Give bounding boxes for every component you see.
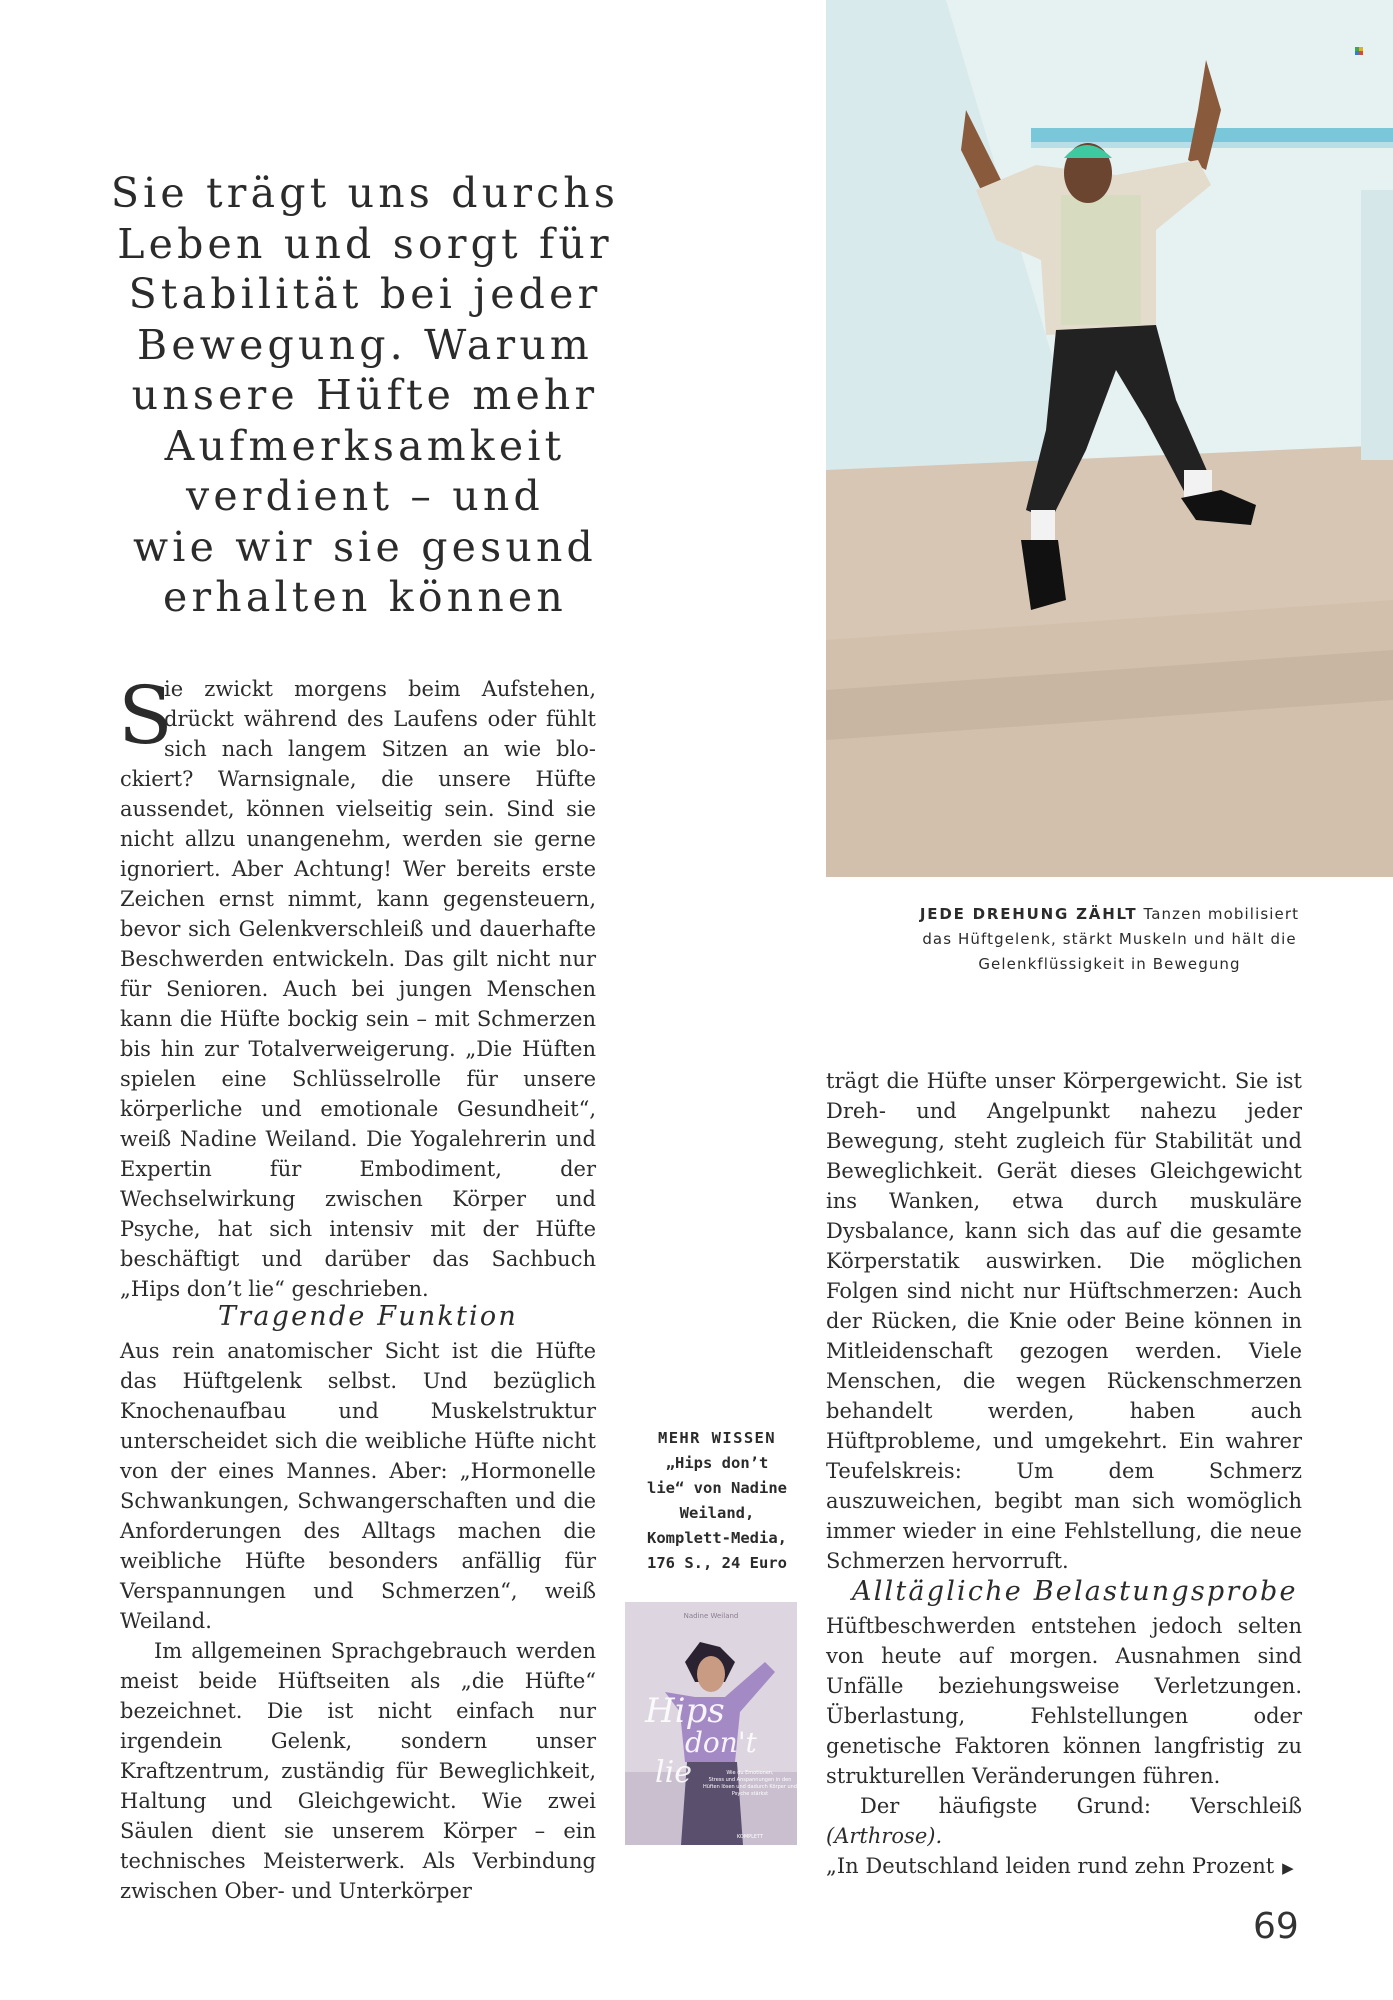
caption-line: Tanzen mobilisiert	[1143, 905, 1300, 923]
paragraph: Hüftbeschwerden entstehen jedoch selten von heute auf morgen. Ausnahmen sind Unfälle beziehungsweise Verletzungen. Überlastung, Fehlstellungen oder genetische Faktoren können langfristig zu strukturellen Veränderungen führen.	[826, 1614, 1302, 1788]
paragraph-text: Der häufigste Grund: Verschleiß	[860, 1794, 1302, 1818]
right-column-text	[826, 1066, 1302, 1576]
book-blurb: Stress und Anspannungen in den	[708, 1777, 792, 1783]
lede-text: ckiert? Warnsignale, die unsere Hüfte aussendet, können vielseitig sein. Sind sie nicht allzu unangenehm, werden sie gerne ignoriert. Aber Achtung! Wer bereits erste Zeichen ernst nimmt, kann gegensteuern, bevor sich Gelenkverschleiß und dauerhafte Beschwerden entwickeln. Das gilt nicht nur für Senioren. Auch bei jungen Menschen kann die Hüfte bockig sein – mit Schmerzen bis hin zur Totalverweigerung. „Die Hüften spielen eine Schlüsselrolle für unsere körperliche und emotionale Gesundheit“, weiß Nadine Weiland. Die Yogalehrerin und Expertin für Embodiment, der Wechselwirkung zwischen Körper und Psyche, hat sich intensiv mit der Hüfte beschäftigt und darüber das Sachbuch „Hips don’t lie“ geschrieben.	[120, 767, 596, 1301]
book-cover-image	[625, 1602, 797, 1845]
book-blurb: Hüften lösen und dadurch Körper und	[703, 1784, 797, 1790]
lede-line: ie zwickt morgens beim Aufstehen,	[164, 677, 596, 701]
paragraph: trägt die Hüfte unser Körpergewicht. Sie ist Dreh- und Angelpunkt nahezu jeder Bewegung, steht zugleich für Stabilität und Beweglichkeit. Gerät dieses Gleichgewicht ins Wanken, etwa durch muskuläre Dysbalance, kann sich das auf die gesamte Körperstatik auswirken. Die möglichen Folgen sind nicht nur Hüftschmerzen: Auch der Rücken, die Knie oder Beine können in Mitleidenschaft gezogen werden. Viele Menschen, die wegen Rückenschmerzen behandelt werden, haben auch Hüftprobleme, und umgekehrt. Ein wahrer Teufelskreis: Um dem Schmerz auszuweichen, begibt man sich womöglich immer wieder in eine Fehlstellung, die neue Schmerzen hervorruft.	[826, 1069, 1302, 1573]
headline-line: verdient – und	[186, 472, 544, 520]
continue-arrow-icon: ▶	[1282, 1859, 1294, 1877]
caption-line: Gelenkflüssigkeit in Bewegung	[978, 955, 1241, 973]
paragraph: Aus rein anatomischer Sicht ist die Hüfte das Hüftgelenk selbst. Und bezüglich Knochenaufbau und Muskelstruktur unterscheidet sich die weibliche Hüfte nicht von der eines Mannes. Aber: „Hormonelle Schwankungen, Schwangerschaften und die Anforderungen des Alltags machen die weibliche Hüfte besonders anfällig für Verspannungen und Schmerzen“, weiß Weiland.	[120, 1339, 596, 1633]
emphasis-text: (Arthrose).	[826, 1824, 943, 1848]
photo-caption	[826, 902, 1393, 977]
headline-line: Leben und sorgt für	[117, 219, 613, 268]
book-tip-sidebar	[618, 1426, 816, 1576]
sidebar-line: Weiland,	[679, 1504, 755, 1522]
headline-line: erhalten können	[162, 573, 567, 621]
sidebar-line: Komplett-Media,	[647, 1529, 787, 1547]
headline-line: wie wir sie gesund	[133, 522, 597, 571]
headline-line: Bewegung. Warum	[136, 320, 594, 369]
book-title: lie	[655, 1755, 692, 1790]
headline-line: Stabilität bei jeder	[128, 270, 602, 318]
paragraph-text: „In Deutschland leiden rund zehn Prozent	[826, 1854, 1275, 1878]
lede-paragraph	[118, 669, 596, 1304]
book-publisher: KOMPLETT	[736, 1834, 764, 1840]
headline	[100, 168, 630, 623]
subheading-alltaegliche-belastungsprobe: Alltägliche Belastungsprobe	[852, 1576, 1298, 1607]
book-blurb: Wie du Emotionen,	[726, 1770, 774, 1776]
lede-line: sich nach langem Sitzen an wie blo-	[164, 737, 596, 761]
book-author: Nadine Weiland	[683, 1612, 739, 1620]
book-blurb: Psyche stärkst	[731, 1791, 769, 1797]
section-tragende-funktion	[120, 1336, 596, 1906]
paragraph	[826, 1791, 1302, 1851]
page-number: 69	[1253, 1906, 1299, 1947]
headline-line: Aufmerksamkeit	[164, 421, 566, 470]
caption-line: das Hüftgelenk, stärkt Muskeln und hält die	[922, 930, 1297, 948]
headline-line: Sie trägt uns durchs	[110, 169, 620, 217]
sidebar-line: lie“ von Nadine	[647, 1479, 787, 1497]
logo-mark-icon	[1355, 40, 1363, 48]
dancer-photo	[826, 0, 1393, 877]
paragraph: Im allgemeinen Sprachgebrauch werden meist beide Hüftseiten als „die Hüfte“ bezeichnet. Die ist nicht einfach nur irgendein Gelenk, sondern unser Kraftzentrum, zuständig für Beweglichkeit, Haltung und Gleichgewicht. Wie zwei Säulen dient sie unserem Körper – ein technisches Meisterwerk. Als Verbindung zwischen Ober- und Unterkörper	[120, 1639, 596, 1903]
sidebar-label: MEHR WISSEN	[657, 1429, 777, 1447]
lede-line: drückt während des Laufens oder fühlt	[164, 707, 596, 731]
paragraph	[826, 1851, 1302, 1883]
subheading-tragende-funktion: Tragende Funktion	[218, 1301, 518, 1332]
sidebar-line: 176 S., 24 Euro	[647, 1554, 787, 1572]
book-title: don't	[685, 1726, 757, 1759]
book-title: Hips	[645, 1691, 725, 1731]
drop-cap: S	[118, 669, 173, 762]
headline-line: unsere Hüfte mehr	[131, 371, 599, 419]
dancer-illustration	[826, 0, 1393, 877]
caption-title: JEDE DREHUNG ZÄHLT	[919, 905, 1138, 923]
sidebar-line: „Hips don’t	[665, 1454, 769, 1472]
book-cover-art	[625, 1602, 797, 1845]
section-belastungsprobe	[826, 1611, 1302, 1883]
